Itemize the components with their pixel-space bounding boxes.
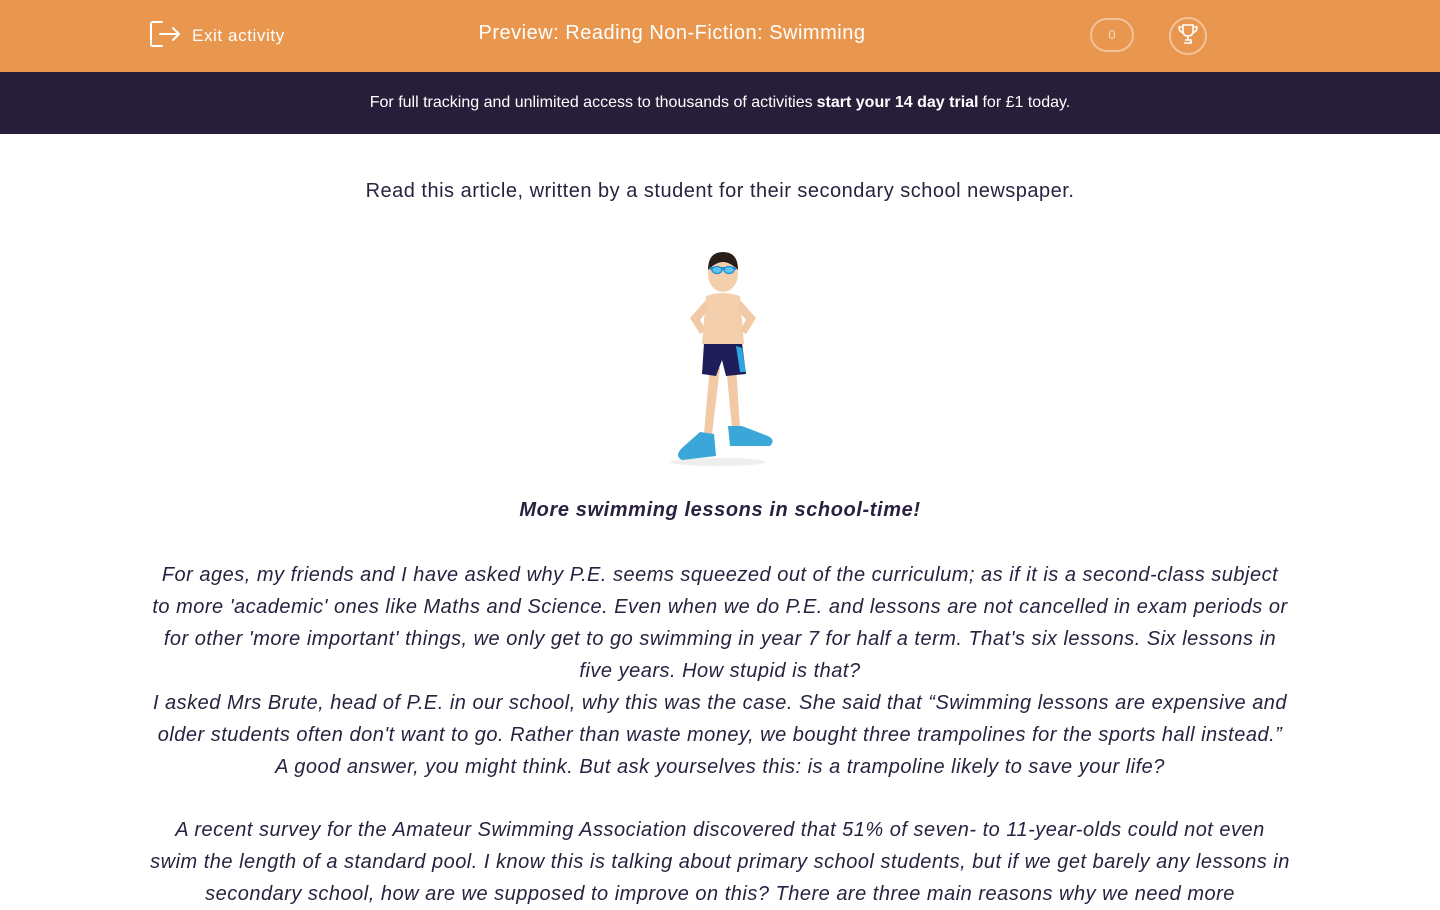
- article-headline: More swimming lessons in school-time!: [519, 499, 921, 521]
- exit-icon: [148, 18, 184, 55]
- exit-activity-label: Exit activity: [192, 26, 285, 45]
- exit-activity-button[interactable]: [148, 20, 285, 52]
- article-paragraph: For ages, my friends and I have asked why P.E. seems squeezed out of the curriculum; as if it is a second-class subject to more 'academic' ones like Maths and Science. Even when we do P.E. and lessons are not cancelled in exam periods or for other 'more important' things, we only get to go swimming in year 7 for half a term. That's six lessons. Six lessons in five years. How stupid is that?: [152, 564, 1288, 682]
- banner-text-end: for £1 today.: [982, 94, 1071, 111]
- trial-banner: [0, 72, 1440, 134]
- swimmer-boy-image: [660, 248, 780, 468]
- intro-text: Read this article, written by a student for their secondary school newspaper.: [365, 180, 1075, 202]
- article-paragraph: I asked Mrs Brute, head of P.E. in our school, why this was the case. She said that “Swimming lessons are expensive and older students often don't want to go. Rather than waste money, we bought three trampolines for the sports hall instead.” A good answer, you might think. But ask yourselves this: is a trampoline likely to save your life?: [152, 692, 1288, 778]
- article-body: [150, 559, 1290, 910]
- trophy-icon: [1176, 22, 1200, 51]
- page-title: Preview: Reading Non-Fiction: Swimming: [478, 22, 866, 44]
- article-paragraph: A recent survey for the Amateur Swimming Association discovered that 51% of seven- to 11-year-olds could not even swim the length of a standard pool. I know this is talking about primary school students, but if we get barely any lessons in secondary school, how are we supposed to improve on this? There are three main reasons why we need more: [150, 819, 1290, 905]
- top-bar: [0, 0, 1440, 72]
- banner-text: For full tracking and unlimited access to thousands of activities: [369, 94, 813, 111]
- start-trial-link[interactable]: start your 14 day trial: [816, 94, 979, 111]
- trophy-button[interactable]: [1169, 17, 1207, 55]
- score-badge: 0: [1090, 18, 1134, 52]
